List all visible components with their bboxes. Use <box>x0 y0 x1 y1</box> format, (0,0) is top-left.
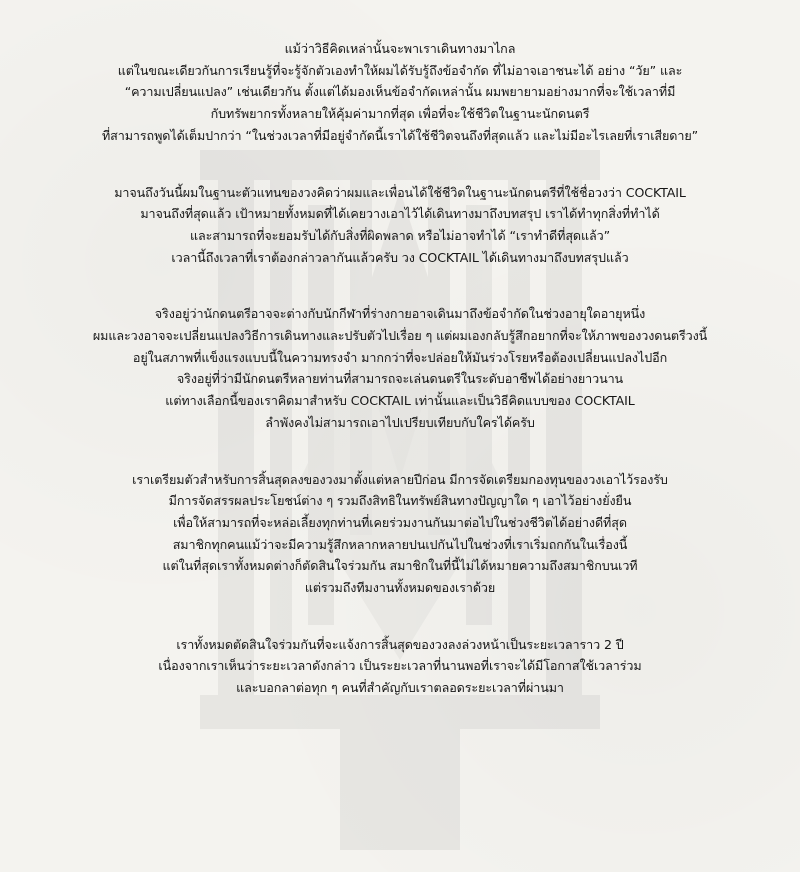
text-line: แต่ในขณะเดียวกันการเรียนรู้ที่จะรู้จักตัวเองทำให้ผมได้รับรู้ถึงข้อจำกัด ที่ไม่อาจเอาชนะได้ อย่าง “วัย” และ <box>117 62 683 78</box>
text-line: เพื่อให้สามารถที่จะหล่อเลี้ยงทุกท่านที่เคยร่วมงานกันมาต่อไปในช่วงชีวิตได้อย่างดีที่สุด <box>173 514 627 530</box>
text-line: แต่ทางเลือกนี้ของเราคิดมาสำหรับ COCKTAIL เท่านั้นและเป็นวิธีคิดแบบของ COCKTAIL <box>165 393 635 409</box>
text-line: อยู่ในสภาพที่แข็งแรงแบบนี้ในความทรงจำ มากกว่าที่จะปล่อยให้มันร่วงโรยหรือต้องเปลี่ยนแปลงไปอีก <box>132 349 668 365</box>
text-line: จริงอยู่ว่านักดนตรีอาจจะต่างกับนักกีฬาที่ร่างกายอาจเดินมาถึงข้อจำกัดในช่วงอายุใดอายุหนึ่ง <box>154 306 646 322</box>
text-line: และสามารถที่จะยอมรับได้กับสิ่งที่ผิดพลาด หรือไม่อาจทำได้ “เราทำดีที่สุดแล้ว” <box>189 227 611 243</box>
farewell-letter <box>0 38 800 734</box>
text-line: ผมและวงอาจจะเปลี่ยนแปลงวิธีการเดินทางและปรับตัวไปเรื่อย ๆ แต่ผมเองกลับรู้สึกอยากที่จะให้ภาพของวงดนตรีวงนี้ <box>92 328 708 344</box>
text-line: “ความเปลี่ยนแปลง” เช่นเดียวกัน ตั้งแต่ได้มองเห็นข้อจำกัดเหล่านั้น ผมพยายามอย่างมากที่จะใช้เวลาที่มี <box>124 84 676 100</box>
text-line: เนื่องจากเราเห็นว่าระยะเวลาดังกล่าว เป็นระยะเวลาที่นานพอที่เราจะได้มีโอกาสใช้เวลาร่วม <box>158 658 642 674</box>
text-line: แต่ในที่สุดเราทั้งหมดต่างก็ตัดสินใจร่วมกัน สมาชิกในที่นี้ไม่ได้หมายความถึงสมาชิกบนเวที <box>162 558 638 574</box>
paragraph <box>0 469 800 599</box>
text-line: ที่สามารถพูดได้เต็มปากว่า “ในช่วงเวลาที่มีอยู่จำกัดนี้เราได้ใช้ชีวิตจนถึงที่สุดแล้ว และไม่มีอะไรเลยที่เราเสียดาย” <box>101 127 699 143</box>
text-line: และบอกลาต่อทุก ๆ คนที่สำคัญกับเราตลอดระยะเวลาที่ผ่านมา <box>236 680 564 696</box>
text-line: สมาชิกทุกคนแม้ว่าจะมีความรู้สึกหลากหลายปนเปกันไปในช่วงที่เราเริ่มถกกันในเรื่องนี้ <box>172 536 628 552</box>
text-line: มาจนถึงวันนี้ผมในฐานะตัวแทนของวงคิดว่าผมและเพื่อนได้ใช้ชีวิตในฐานะนักดนตรีที่ใช้ชื่อวงว่า COCKTAIL <box>114 184 686 200</box>
text-line: มาจนถึงที่สุดแล้ว เป้าหมายทั้งหมดที่ได้เคยวางเอาไว้ได้เดินทางมาถึงบทสรุป เราได้ทำทุกสิ่งที่ทำได้ <box>140 206 660 222</box>
paragraph <box>0 634 800 699</box>
paragraph <box>0 303 800 433</box>
text-line: กับทรัพยากรทั้งหลายให้คุ้มค่ามากที่สุด เพื่อที่จะใช้ชีวิตในฐานะนักดนตรี <box>210 106 590 122</box>
text-line: มีการจัดสรรผลประโยชน์ต่าง ๆ รวมถึงสิทธิในทรัพย์สินทางปัญญาใด ๆ เอาไว้อย่างยั่งยืน <box>168 493 632 509</box>
paragraph <box>0 38 800 147</box>
paragraph <box>0 182 800 269</box>
text-line: เวลานี้ถึงเวลาที่เราต้องกล่าวลากันแล้วครับ วง COCKTAIL ได้เดินทางมาถึงบทสรุปแล้ว <box>171 249 629 265</box>
text-line: แม้ว่าวิธีคิดเหล่านั้นจะพาเราเดินทางมาไกล <box>284 41 516 56</box>
text-line: แต่รวมถึงทีมงานทั้งหมดของเราด้วย <box>304 580 496 596</box>
text-line: จริงอยู่ที่ว่ามีนักดนตรีหลายท่านที่สามารถจะเล่นดนตรีในระดับอาชีพได้อย่างยาวนาน <box>176 371 624 387</box>
text-line: ลำพังคงไม่สามารถเอาไปเปรียบเทียบกับใครได้ครับ <box>265 414 535 430</box>
text-line: เราเตรียมตัวสำหรับการสิ้นสุดลงของวงมาตั้งแต่หลายปีก่อน มีการจัดเตรียมกองทุนของวงเอาไว้รองรับ <box>132 471 668 487</box>
text-line: เราทั้งหมดตัดสินใจร่วมกันที่จะแจ้งการสิ้นสุดของวงลงล่วงหน้าเป็นระยะเวลาราว 2 ปี <box>176 636 624 652</box>
